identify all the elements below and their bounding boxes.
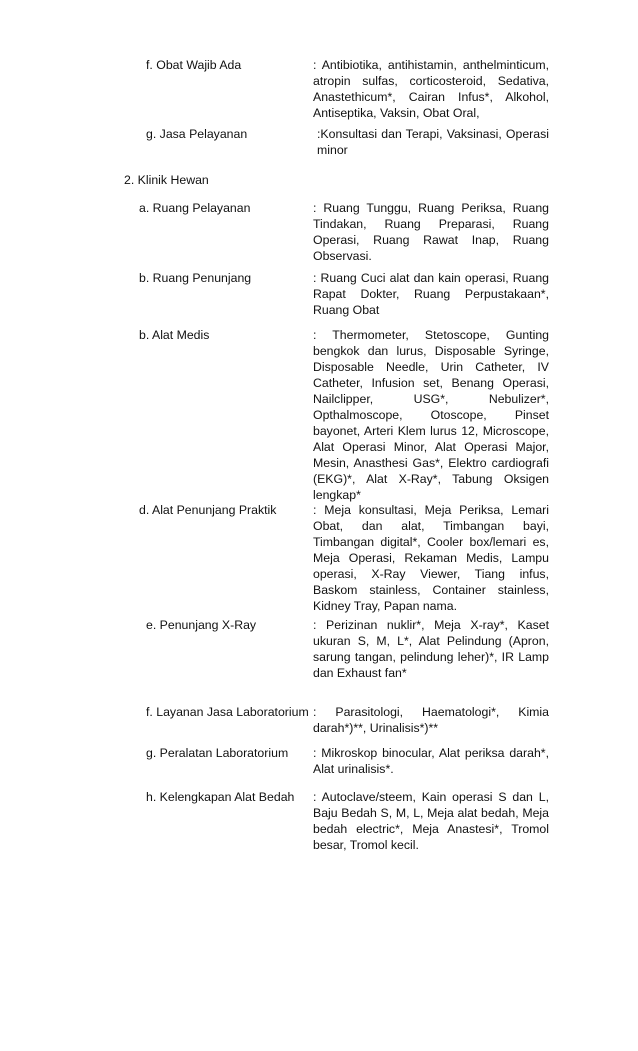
item-label: a. Ruang Pelayanan — [139, 201, 251, 215]
item-value: : Meja konsultasi, Meja Periksa, Lemari Obat, dan alat, Timbangan bayi, Timbangan digital*, Cooler box/lemari es, Meja Operasi, Rekaman Medis, Lampu operasi, X-Ray Viewer, Tiang infus, Baskom stainless, Container stainless, Kidney Tray, Papan nama. — [313, 503, 549, 613]
item-value: : Autoclave/steem, Kain operasi S dan L, Baju Bedah S, M, L, Meja alat bedah, Meja bedah electric*, Meja Anastesi*, Tromol besar, Tromol kecil. — [313, 790, 549, 852]
item-label: h. Kelengkapan Alat Bedah — [146, 790, 295, 804]
section-heading: 2. Klinik Hewan — [124, 173, 209, 187]
item-label: e. Penunjang X-Ray — [146, 618, 257, 632]
item-value: : Ruang Tunggu, Ruang Periksa, Ruang Tindakan, Ruang Preparasi, Ruang Operasi, Ruang Rawat Inap, Ruang Observasi. — [313, 201, 549, 263]
item-label: b. Ruang Penunjang — [139, 271, 252, 285]
item-label: g. Peralatan Laboratorium — [146, 746, 289, 760]
item-value: : Antibiotika, antihistamin, anthelminticum, atropin sulfas, corticosteroid, Sedativa, Anastethicum*, Cairan Infus*, Alkohol, Antiseptika, Vaksin, Obat Oral, — [313, 58, 549, 120]
item-value: : Parasitologi, Haematologi*, Kimia darah*)**, Urinalisis*)** — [313, 705, 549, 735]
item-value: : Thermometer, Stetoscope, Gunting bengkok dan lurus, Disposable Syringe, Disposable Needle, Urin Catheter, IV Catheter, Infusion set, Benang Operasi, Nailclipper, USG*, Nebulizer*, Opthalmoscope, Otoscope, Pinset bayonet, Arteri Klem lurus 12, Microscope, Alat Operasi Minor, Alat Operasi Major, Mesin, Anasthesi Gas*, Elektro cardiografi (EKG)*, Alat X-Ray*, Tabung Oksigen lengkap* — [313, 328, 549, 502]
item-value: : Perizinan nuklir*, Meja X-ray*, Kaset ukuran S, M, L*, Alat Pelindung (Apron, sarung tangan, pelindung leher)*, IR Lamp dan Exhaust fan* — [313, 618, 549, 680]
item-label: g. Jasa Pelayanan — [146, 127, 248, 141]
item-label: f. Obat Wajib Ada — [146, 58, 242, 72]
item-value: : Mikroskop binocular, Alat periksa darah*, Alat urinalisis*. — [313, 746, 549, 776]
item-label: d. Alat Penunjang Praktik — [139, 503, 277, 517]
item-value: :Konsultasi dan Terapi, Vaksinasi, Operasi minor — [317, 127, 549, 157]
item-label: b. Alat Medis — [139, 328, 210, 342]
item-value: : Ruang Cuci alat dan kain operasi, Ruang Rapat Dokter, Ruang Perpustakaan*, Ruang Obat — [313, 271, 549, 317]
item-label: f. Layanan Jasa Laboratorium — [146, 705, 309, 719]
